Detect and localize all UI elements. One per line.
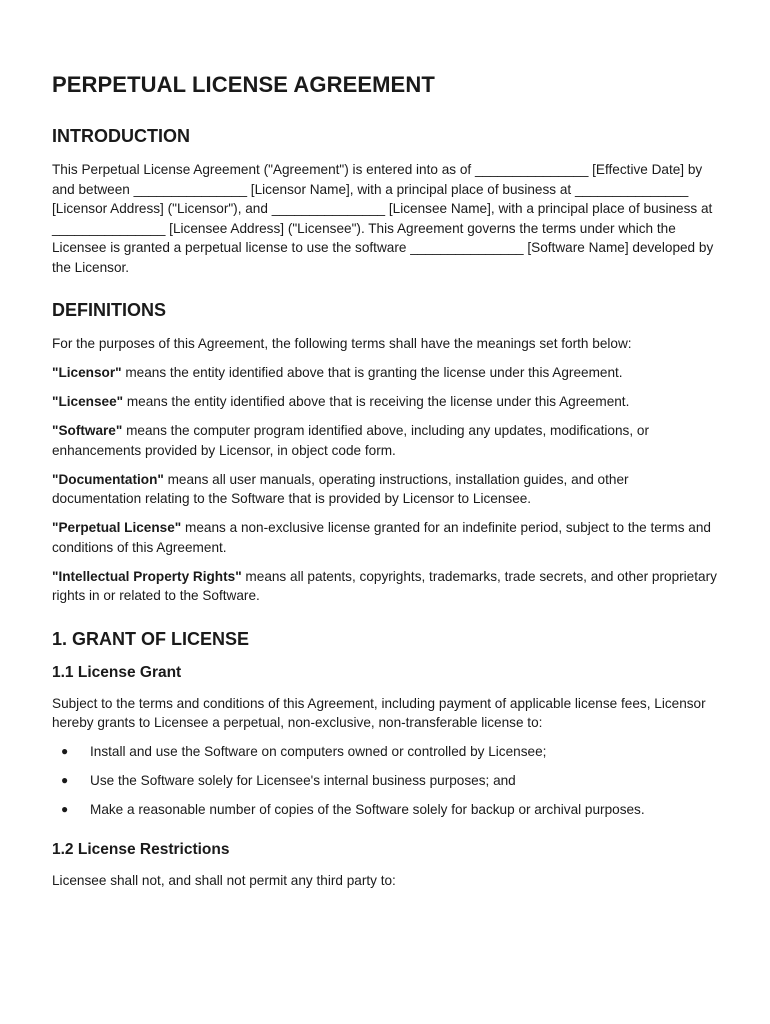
definition-term: "Intellectual Property Rights": [52, 568, 242, 584]
definition-text: means all patents, copyrights, trademarks, trade secrets, and other proprietary rights in or related to the Software.: [52, 568, 717, 603]
list-item: [52, 800, 718, 820]
definition-text: means all user manuals, operating instructions, installation guides, and other documentation relating to the Software that is provided by Licensor to Licensee.: [52, 471, 629, 506]
license-grant-subsection: [52, 663, 718, 820]
license-restrictions-heading: 1.2 License Restrictions: [52, 840, 230, 858]
definition-software: [52, 421, 718, 460]
list-item-text: Install and use the Software on computers owned or controlled by Licensee;: [90, 744, 547, 759]
license-grant-paragraph: Subject to the terms and conditions of this Agreement, including payment of applicable license fees, Licensor hereby grants to Licensee a perpetual, non-exclusive, non-transferable license to:: [52, 695, 706, 730]
definition-term: "Licensor": [52, 365, 122, 380]
definition-term: "Software": [52, 423, 123, 438]
introduction-heading: INTRODUCTION: [52, 126, 190, 146]
definition-term: "Perpetual License": [52, 520, 182, 535]
definition-text: means the computer program identified above, including any updates, modifications, or enhancements provided by Licensor, in object code form.: [52, 423, 649, 458]
license-grant-list: [52, 742, 718, 820]
definition-perpetual-license: [52, 518, 718, 557]
license-restrictions-paragraph: Licensee shall not, and shall not permit any third party to:: [52, 872, 396, 888]
license-restrictions-subsection: [52, 840, 718, 891]
definition-text: means a non-exclusive license granted for an indefinite period, subject to the terms and conditions of this Agreement.: [52, 520, 711, 555]
definition-text: means the entity identified above that is granting the license under this Agreement.: [121, 365, 623, 380]
introduction-section: [52, 125, 718, 277]
definitions-section: [52, 299, 718, 606]
license-grant-heading: 1.1 License Grant: [52, 663, 182, 681]
definition-text: means the entity identified above that is receiving the license under this Agreement.: [123, 394, 630, 409]
definition-licensor: [52, 363, 718, 383]
bullet-icon: ●: [61, 744, 69, 758]
grant-section: [52, 628, 718, 891]
definition-term: "Documentation": [52, 471, 164, 487]
bullet-icon: ●: [61, 773, 69, 787]
list-item: [52, 771, 718, 791]
definition-documentation: [52, 470, 718, 509]
definition-intellectual-property-rights: [52, 567, 718, 606]
list-item-text: Make a reasonable number of copies of the Software solely for backup or archival purposes.: [90, 802, 645, 817]
definitions-intro: For the purposes of this Agreement, the following terms shall have the meanings set forth below:: [52, 336, 632, 351]
bullet-icon: ●: [61, 802, 69, 816]
grant-heading: 1. GRANT OF LICENSE: [52, 628, 250, 649]
definitions-heading: DEFINITIONS: [52, 300, 167, 320]
definition-licensee: [52, 392, 718, 412]
document-title: PERPETUAL LICENSE AGREEMENT: [52, 72, 435, 97]
definition-term: "Licensee": [52, 394, 124, 409]
introduction-paragraph: This Perpetual License Agreement ("Agreement") is entered into as of _______________ [Effective Date] by and between _______________ [Licensor Name], with a principal place of business at _______________ [Licensor Address] ("Licensor"), and _______________ [Licensee Name], with a principal place of business at _______________ [Licensee Address] ("Licensee"). This Agreement governs the terms under which the Licensee is granted a perpetual license to use the software _______________ [Software Name] developed by the Licensor.: [52, 162, 714, 275]
list-item: [52, 742, 718, 762]
list-item-text: Use the Software solely for Licensee's internal business purposes; and: [90, 773, 516, 788]
